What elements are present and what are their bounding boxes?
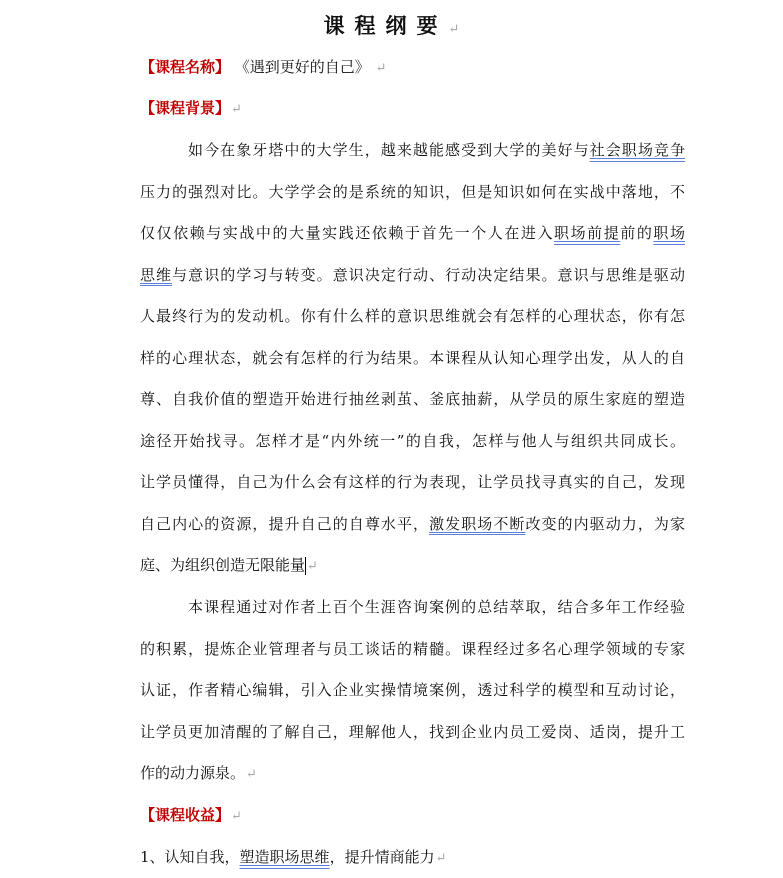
background-paragraph-2 [140,596,685,804]
text-run: 自己内心的资源，提升自己的自尊水平， [140,514,430,533]
paragraph-line: 途径开始找寻。怎样才是“内外统一”的自我，怎样与他人与组织共同成长。 [140,431,685,450]
course-background-heading [140,97,685,121]
proofing-underline-text: 职场 [653,224,685,242]
paragraph-mark-icon: ↵ [307,559,318,574]
paragraph-line: 人最终行为的发动机。你有什么样的意识思维就会有怎样的心理状态，你有怎 [140,307,685,325]
text-run: 庭、为组织创造无限能量 [140,556,306,574]
paragraph-mark-icon: ↵ [231,809,242,824]
paragraph-line: 本课程通过对作者上百个生涯咨询案例的总结萃取，结合多年工作经验 [188,598,685,616]
proofing-underline-text: 激发职场不断 [429,514,526,533]
paragraph-line: 的积累，提炼企业管理者与员工谈话的精髓。课程经过多名心理学领域的专家 [140,639,685,658]
course-name-line [140,56,685,80]
course-benefits-heading [140,804,685,828]
text-run: 如今在象牙塔中的大学生，越来越能感受到大学的美好与 [188,141,590,159]
text-cursor [305,557,306,575]
document-title-line [0,12,783,44]
paragraph-line [140,139,685,181]
paragraph-mark-icon: ↵ [231,102,242,117]
paragraph-line: 压力的强烈对比。大学学会的是系统的知识，但是知识如何在实战中落地，不 [140,182,685,201]
paragraph-line: 认证，作者精心编辑，引入企业实操情境案例，透过科学的模型和互动讨论， [140,681,685,699]
course-benefits-label: 【课程收益】 [140,806,231,824]
proofing-underline-text: 思维 [140,265,173,284]
background-paragraph-1 [140,139,685,596]
course-background-label: 【课程背景】 [140,99,231,117]
benefit-item-suffix: ，提升情商能力 [329,848,435,866]
proofing-underline-text: 社会职场竞争 [589,141,685,159]
text-run: 作的动力源泉。 [140,764,246,782]
course-name-label: 【课程名称】 [140,58,231,76]
paragraph-line: 让学员懂得，自己为什么会有这样的行为表现，让学员找寻真实的自己，发现 [140,473,685,491]
paragraph-line [140,762,685,804]
paragraph-line: 样的心理状态，就会有怎样的行为结果。本课程从认知心理学出发，从人的自 [140,348,685,367]
text-run: 与意识的学习与转变。意识决定行动、行动决定结果。意识与思维是驱动 [172,265,685,284]
paragraph-line [140,264,685,306]
document-title: 课程纲要 [323,13,448,38]
paragraph-mark-icon: ↵ [246,767,257,782]
text-run: 前的 [620,224,654,242]
paragraph-line: 尊、自我价值的塑造开始进行抽丝剥茧、釜底抽薪，从学员的原生家庭的塑造 [140,390,685,408]
benefit-item-1 [140,846,685,870]
text-run: 改变的内驱动力，为家 [525,514,685,533]
proofing-underline-text: 职场前提 [554,224,621,242]
paragraph-line [140,222,685,264]
proofing-underline-text: 塑造职场思维 [239,848,330,866]
paragraph-mark-icon: ↵ [448,22,460,37]
paragraph-mark-icon: ↵ [435,851,447,866]
paragraph-line [140,513,685,555]
course-name-value: 《遇到更好的自己》 [234,58,370,76]
benefit-item-prefix: 1、认知自我， [140,848,240,866]
paragraph-line [140,554,685,596]
paragraph-mark-icon: ↵ [375,61,387,76]
text-run: 仅仅依赖与实战中的大量实践还依赖于首先一个人在进入 [140,224,555,242]
paragraph-line: 让学员更加清醒的了解自己，理解他人，找到企业内员工爱岗、适岗，提升工 [140,722,685,741]
